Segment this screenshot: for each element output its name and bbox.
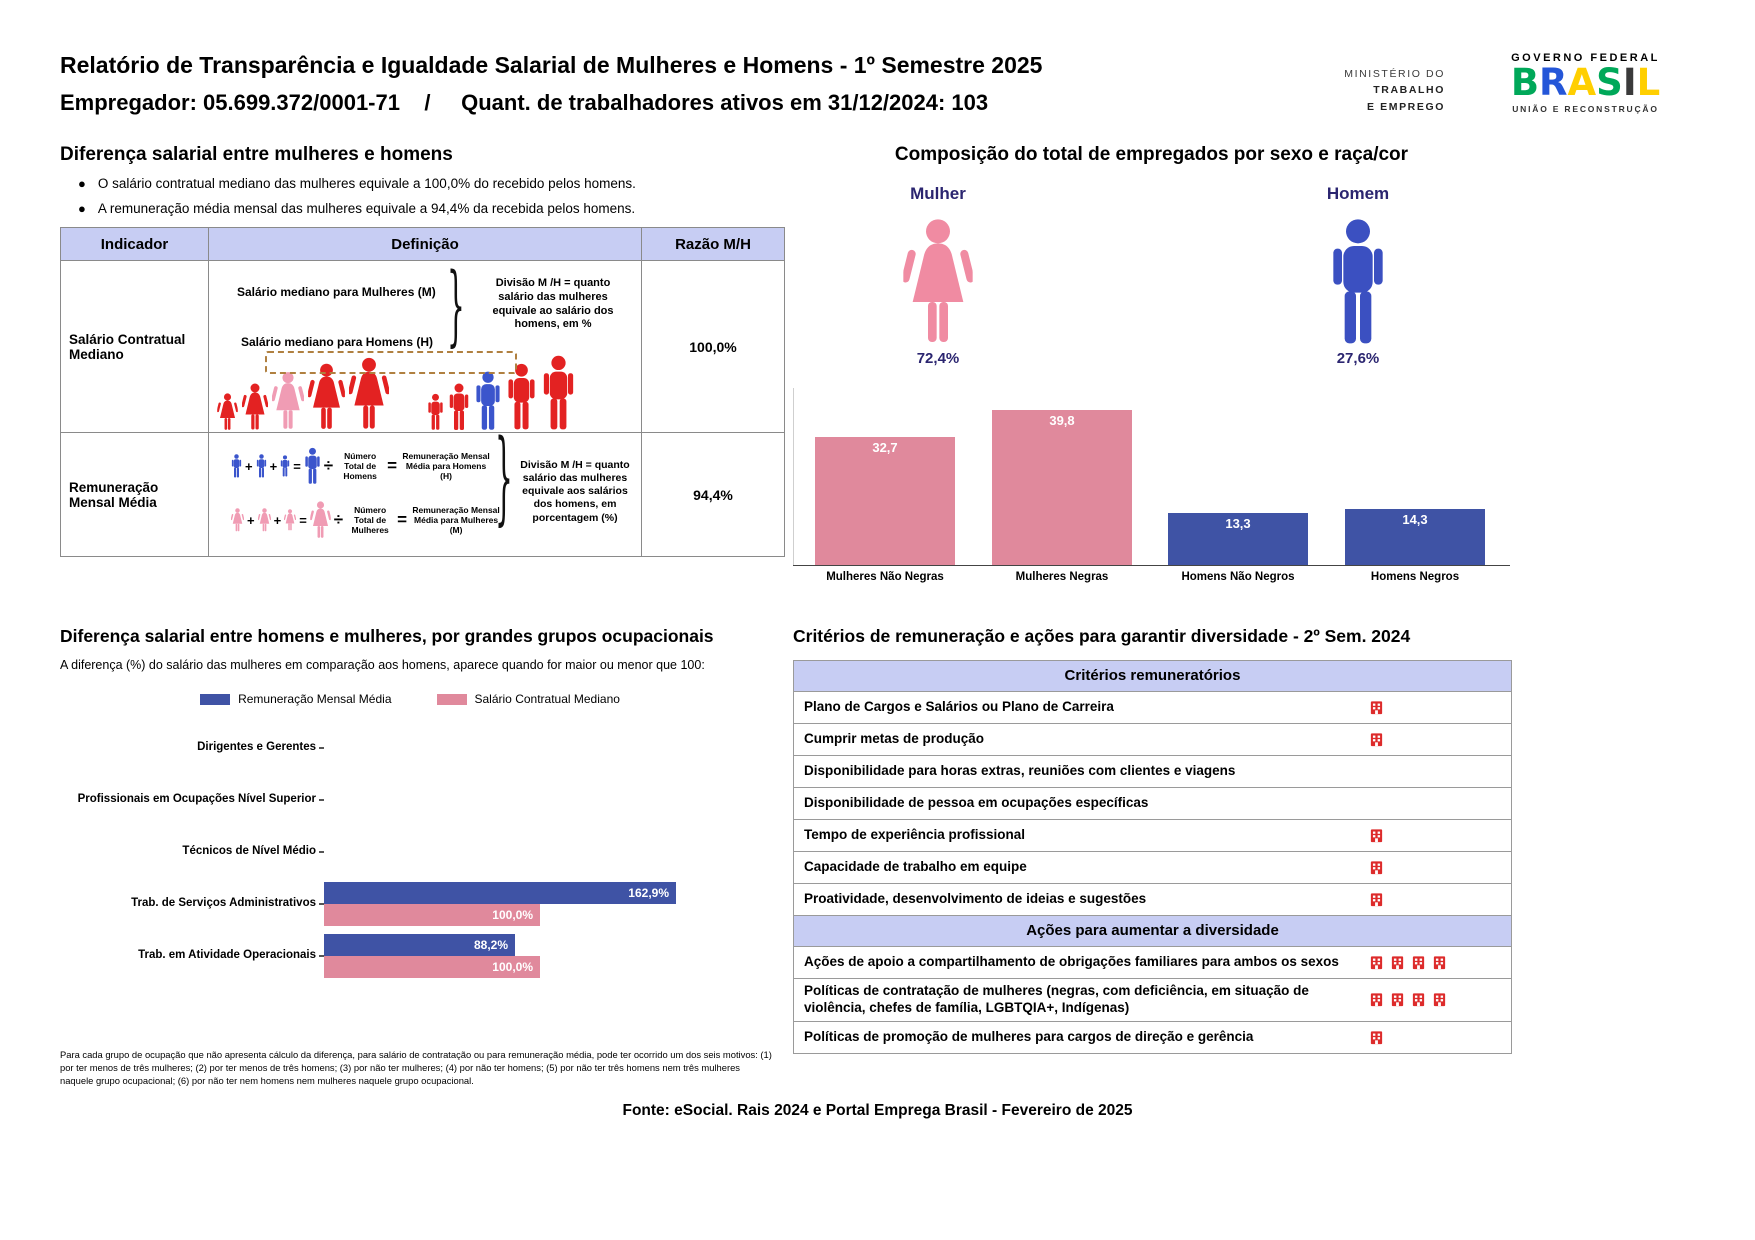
chart-row xyxy=(60,826,778,878)
indicator-table xyxy=(60,227,785,557)
criteria-row xyxy=(794,978,1511,1021)
criteria-icons xyxy=(1369,860,1511,875)
divide-sign: ÷ xyxy=(333,510,344,529)
criteria-table xyxy=(793,660,1512,1054)
occupation-label: Trab. em Atividade Operacionais xyxy=(138,949,316,962)
occupation-label: Dirigentes e Gerentes xyxy=(197,741,316,754)
composition-bar-chart xyxy=(793,388,1510,565)
chart-footnote: Para cada grupo de ocupação que não apresenta cálculo da diferença, para salário de contratação ou para remuneração média, pode ter ocorrido um dos seis motivos: (1) por ter menos de três mulheres; (2) por ter menos de três homens; (3) por não ter mulheres; (4) por não ter homens; (5) por não ter três homens nem três mulheres naquele grupo ocupacional; (6) por não ter nem homens nem mulheres naquele grupo ocupacional. xyxy=(60,1049,772,1087)
criteria-row xyxy=(794,883,1511,915)
chart-axis-line xyxy=(793,565,1510,566)
brasil-letter: L xyxy=(1636,61,1661,104)
criteria-label: Disponibilidade para horas extras, reuniões com clientes e viagens xyxy=(804,763,1236,779)
diversity-section-header: Ações para aumentar a diversidade xyxy=(794,915,1511,946)
chart-left-spine xyxy=(793,388,794,565)
ratio-value-median: 100,0% xyxy=(642,261,785,433)
criteria-row xyxy=(794,851,1511,883)
chart-legend xyxy=(130,692,690,706)
man-icon xyxy=(1326,218,1390,346)
criteria-icons xyxy=(1369,992,1511,1007)
legend-item xyxy=(200,692,391,706)
col-header-indicador: Indicador xyxy=(61,228,209,261)
formula-result: Remuneração Mensal Média para Mulheres (M) xyxy=(412,504,500,536)
chart-row xyxy=(60,930,778,982)
criteria-row xyxy=(794,755,1511,787)
woman-icon xyxy=(284,509,296,531)
occupational-gap-subtitle: A diferença (%) do salário das mulheres em comparação aos homens, aparece quando for maior ou menor que 100: xyxy=(60,658,705,672)
criteria-row xyxy=(794,723,1511,755)
formula-divisor: Número Total de Homens xyxy=(343,450,377,482)
criteria-label: Políticas de contratação de mulheres (negras, com deficiência, em situação de violência, chefes de família, LGBTQIA+, Indígenas) xyxy=(804,983,1309,1015)
woman-icon xyxy=(217,393,238,431)
bullet-item xyxy=(78,201,718,217)
company-icon xyxy=(1369,732,1384,747)
man-icon xyxy=(256,454,267,478)
company-icon xyxy=(1369,1030,1384,1045)
criteria-label: Tempo de experiência profissional xyxy=(804,827,1026,843)
bar-0 xyxy=(815,437,955,565)
equals-sign: = xyxy=(299,512,307,528)
plus-sign: + xyxy=(245,458,253,474)
formula-line-woman xyxy=(231,493,502,547)
axis-tick xyxy=(319,799,324,801)
indicator-name: Salário Contratual Mediano xyxy=(61,261,209,433)
brasil-letter: S xyxy=(1596,61,1623,104)
brasil-letter: A xyxy=(1567,61,1597,104)
ministry-line2: TRABALHO xyxy=(1373,84,1445,97)
bar-2 xyxy=(1168,513,1308,565)
def-label-women: Salário mediano para Mulheres (M) xyxy=(237,285,436,299)
criteria-icons xyxy=(1369,732,1511,747)
col-header-definicao: Definição xyxy=(209,228,642,261)
company-icon xyxy=(1432,992,1447,1007)
legend-swatch xyxy=(200,694,230,705)
bar-1 xyxy=(992,410,1132,565)
legend-label: Remuneração Mensal Média xyxy=(238,692,392,706)
bar-category-label: Mulheres Não Negras xyxy=(826,571,944,583)
median-highlight-box xyxy=(265,351,517,374)
legend-item xyxy=(437,692,620,706)
woman-icon xyxy=(258,508,271,532)
bullet-marker: ● xyxy=(78,176,86,191)
formula-result: Remuneração Mensal Média para Homens (H) xyxy=(402,450,490,482)
criteria-icons xyxy=(1369,1030,1511,1045)
section-title-salary-gap: Diferença salarial entre mulheres e homens xyxy=(60,144,453,165)
man-icon xyxy=(280,455,290,477)
company-icon xyxy=(1369,860,1384,875)
occupational-bar-chart xyxy=(60,722,778,990)
section-title-occupational-gap: Diferença salarial entre homens e mulheres, por grandes grupos ocupacionais xyxy=(60,626,714,646)
man-icon xyxy=(448,383,470,431)
bar-category-label: Homens Negros xyxy=(1370,571,1460,583)
occupation-label: Trab. de Serviços Administrativos xyxy=(131,897,316,910)
bar-value-label: 14,3 xyxy=(1402,512,1428,527)
criteria-icons xyxy=(1369,828,1511,843)
occupation-label: Técnicos de Nível Médio xyxy=(182,845,316,858)
equals-sign: = xyxy=(387,456,398,475)
company-icon xyxy=(1411,992,1426,1007)
company-icon xyxy=(1411,955,1426,970)
company-icon xyxy=(1369,992,1384,1007)
criteria-label: Plano de Cargos e Salários ou Plano de Carreira xyxy=(804,699,1114,715)
company-icon xyxy=(1369,828,1384,843)
company-icon xyxy=(1390,992,1405,1007)
bullet-item xyxy=(78,176,718,192)
woman-icon xyxy=(902,218,974,346)
diversity-rows xyxy=(794,946,1511,1053)
man-icon xyxy=(541,355,576,431)
indicator-name: Remuneração Mensal Média xyxy=(61,433,209,557)
chart-row xyxy=(60,878,778,930)
criteria-row xyxy=(794,691,1511,723)
criteria-row xyxy=(794,946,1511,978)
brasil-letter: B xyxy=(1510,61,1540,104)
employer-line: Empregador: 05.699.372/0001-71 / Quant. de trabalhadores ativos em 31/12/2024: 103 xyxy=(60,90,989,115)
company-icon xyxy=(1369,700,1384,715)
salary-gap-bullets xyxy=(78,176,718,216)
label-mulher: Mulher xyxy=(910,184,966,203)
axis-tick xyxy=(319,851,324,853)
division-note: Divisão M /H = quanto salário das mulheres equivale ao salário dos homens, em % xyxy=(492,277,614,331)
criteria-rows xyxy=(794,691,1511,915)
bullet-marker: ● xyxy=(78,200,86,216)
ministry-logo xyxy=(1225,66,1445,115)
label-homem: Homem xyxy=(1326,184,1390,203)
chart-row xyxy=(60,722,778,774)
divide-sign: ÷ xyxy=(323,456,334,475)
division-note: Divisão M /H = quanto salário das mulheres equivale aos salários dos homens, em porcentagem (%) xyxy=(520,459,630,524)
brace-glyph: } xyxy=(495,418,513,537)
woman-icon xyxy=(231,508,244,532)
bar-category-label: Homens Não Negros xyxy=(1181,571,1295,583)
definition-cell-mean xyxy=(209,418,642,557)
criteria-label: Disponibilidade de pessoa em ocupações específicas xyxy=(804,795,1149,811)
woman-icon xyxy=(242,383,268,431)
company-icon xyxy=(1432,955,1447,970)
ratio-value-mean: 94,4% xyxy=(642,433,785,557)
criteria-label: Ações de apoio a compartilhamento de obrigações familiares para ambos os sexos xyxy=(804,954,1339,970)
hbar-media: 88,2% xyxy=(324,934,515,956)
criteria-label: Cumprir metas de produção xyxy=(804,731,985,747)
legend-swatch xyxy=(437,694,467,705)
table-row xyxy=(61,433,785,557)
criteria-icons xyxy=(1369,700,1511,715)
legend-label: Salário Contratual Mediano xyxy=(474,692,620,706)
gov-federal-logo xyxy=(1468,52,1703,114)
brasil-letter: R xyxy=(1539,61,1568,104)
bar-value-label: 13,3 xyxy=(1225,516,1251,531)
hbar-mediano: 100,0% xyxy=(324,956,540,978)
pct-mulher: 72,4% xyxy=(916,350,960,367)
occupation-label: Profissionais em Ocupações Nível Superior xyxy=(77,793,316,806)
gov-logo-top-label: GOVERNO FEDERAL xyxy=(1511,52,1660,64)
company-icon xyxy=(1390,955,1405,970)
section-title-composition: Composição do total de empregados por sexo e raça/cor xyxy=(894,144,1409,165)
gov-logo-bottom-label: UNIÃO E RECONSTRUÇÃO xyxy=(1512,103,1659,114)
bar-value-label: 32,7 xyxy=(872,440,898,455)
criteria-row xyxy=(794,787,1511,819)
brasil-logo xyxy=(1468,61,1703,104)
page-title: Relatório de Transparência e Igualdade Salarial de Mulheres e Homens - 1º Semestre 2025 xyxy=(60,52,1043,78)
man-icon xyxy=(427,393,444,431)
formula-block xyxy=(231,439,502,547)
formula-line-man xyxy=(231,439,502,493)
bullet-text: A remuneração média mensal das mulheres equivale a 94,4% da recebida pelos homens. xyxy=(97,200,636,216)
criteria-label: Capacidade de trabalho em equipe xyxy=(804,859,1027,875)
ministry-line1: MINISTÉRIO DO xyxy=(1344,68,1445,80)
criteria-row xyxy=(794,819,1511,851)
criteria-label: Proatividade, desenvolvimento de ideias e sugestões xyxy=(804,891,1147,907)
source-footer: Fonte: eSocial. Rais 2024 e Portal Emprega Brasil - Fevereiro de 2025 xyxy=(622,1102,1133,1119)
woman-icon xyxy=(272,371,304,431)
man-icon xyxy=(231,454,242,478)
chart-row xyxy=(60,774,778,826)
man-icon xyxy=(304,447,321,485)
plus-sign: + xyxy=(247,512,255,528)
col-header-razao: Razão M/H xyxy=(642,228,785,261)
hbar-mediano: 100,0% xyxy=(324,904,540,926)
brasil-letter: I xyxy=(1622,61,1637,104)
plus-sign: + xyxy=(273,512,282,528)
criteria-label: Políticas de promoção de mulheres para cargos de direção e gerência xyxy=(804,1028,1254,1044)
plus-sign: + xyxy=(269,458,278,474)
equals-sign: = xyxy=(397,510,408,529)
criteria-row xyxy=(794,1021,1511,1053)
company-icon xyxy=(1369,955,1384,970)
hbar-media: 162,9% xyxy=(324,882,676,904)
bullet-text: O salário contratual mediano das mulheres equivale a 100,0% do recebido pelos homens. xyxy=(97,176,636,191)
criteria-icons xyxy=(1369,892,1511,907)
ministry-line3: E EMPREGO xyxy=(1367,100,1445,113)
pct-homem: 27,6% xyxy=(1336,350,1380,367)
criteria-section-header: Critérios remuneratórios xyxy=(794,661,1511,691)
formula-divisor: Número Total de Mulheres xyxy=(351,504,389,536)
table-row xyxy=(61,261,785,433)
definition-cell-median xyxy=(209,254,642,433)
woman-icon xyxy=(310,501,331,539)
brace-glyph: } xyxy=(447,254,465,357)
section-title-criteria: Critérios de remuneração e ações para garantir diversidade - 2º Sem. 2024 xyxy=(793,626,1411,646)
company-icon xyxy=(1369,892,1384,907)
axis-tick xyxy=(319,747,324,749)
equals-sign: = xyxy=(293,458,301,474)
composition-category-labels xyxy=(793,571,1510,591)
bar-value-label: 39,8 xyxy=(1049,413,1075,428)
bar-3 xyxy=(1345,509,1485,565)
def-label-men: Salário mediano para Homens (H) xyxy=(241,335,434,349)
bar-category-label: Mulheres Negras xyxy=(1015,571,1109,583)
criteria-icons xyxy=(1369,955,1511,970)
